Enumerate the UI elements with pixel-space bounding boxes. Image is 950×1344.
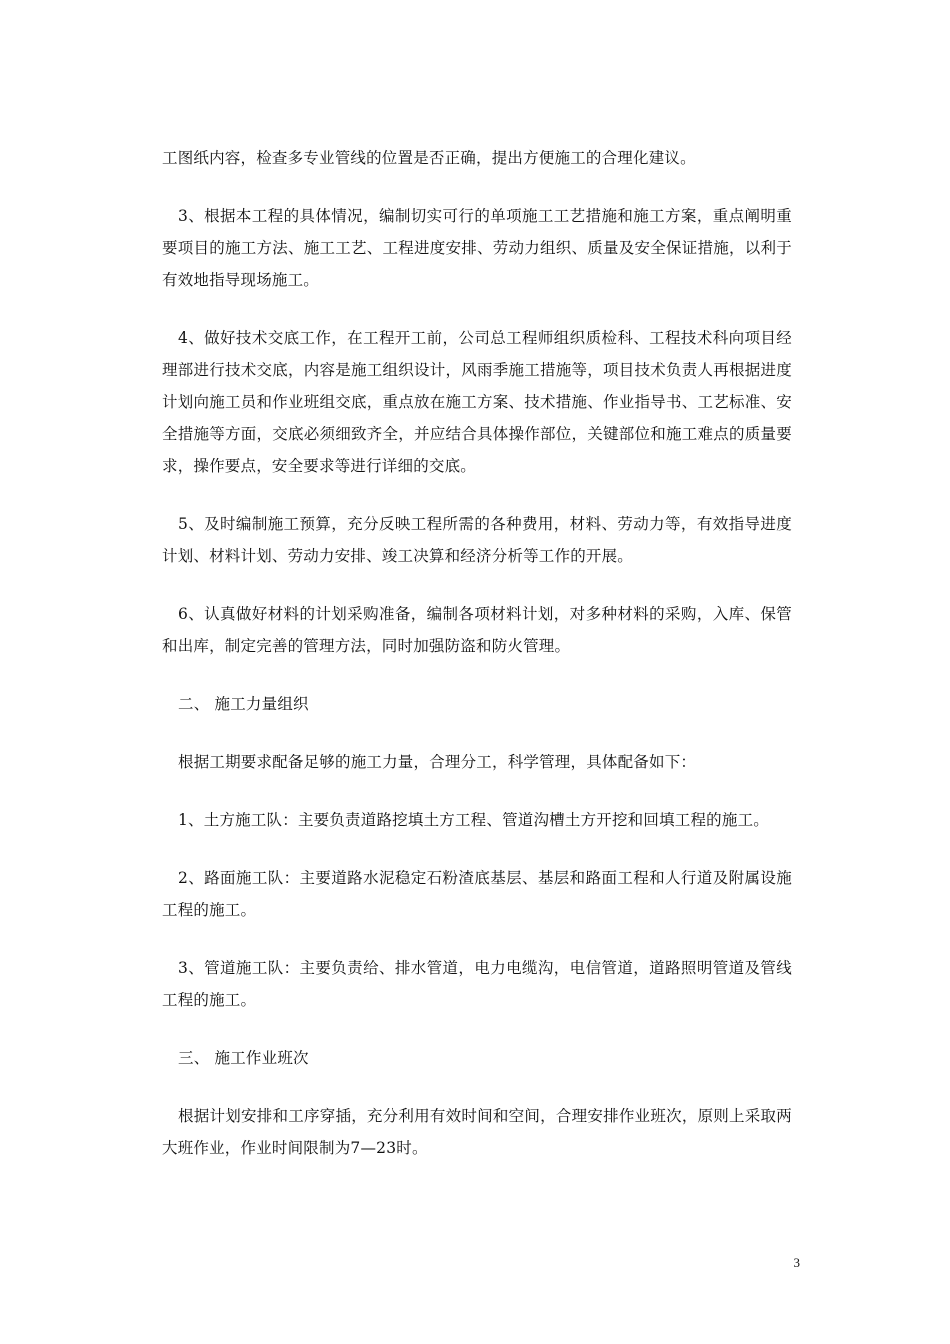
section-2-item-3: 3、管道施工队：主要负责给、排水管道，电力电缆沟，电信管道，道路照明管道及管线工程的施工。 — [162, 959, 792, 1009]
section-3-body: 根据计划安排和工序穿插，充分利用有效时间和空间，合理安排作业班次，原则上采取两大班作业，作业时间限制为7—23时。 — [162, 1107, 792, 1157]
section-heading-3: 三、 施工作业班次 — [178, 1049, 309, 1067]
paragraph-continuation: 工图纸内容，检查多专业管线的位置是否正确，提出方便施工的合理化建议。 — [162, 149, 696, 167]
paragraph-item-4: 4、做好技术交底工作，在工程开工前，公司总工程师组织质检科、工程技术科向项目经理部进行技术交底，内容是施工组织设计，风雨季施工措施等，项目技术负责人再根据进度计划向施工员和作业班组交底，重点放在施工方案、技术措施、作业指导书、工艺标准、安全措施等方面，交底必须细致齐全，并应结合具体操作部位，关键部位和施工难点的质量要求，操作要点，安全要求等进行详细的交底。 — [162, 329, 792, 475]
section-2-item-2: 2、路面施工队：主要道路水泥稳定石粉渣底基层、基层和路面工程和人行道及附属设施工程的施工。 — [162, 869, 792, 919]
section-heading-2: 二、 施工力量组织 — [178, 695, 309, 713]
paragraph-item-3: 3、根据本工程的具体情况，编制切实可行的单项施工工艺措施和施工方案，重点阐明重要项目的施工方法、施工工艺、工程进度安排、劳动力组织、质量及安全保证措施，以利于有效地指导现场施工。 — [162, 207, 792, 289]
paragraph-item-6: 6、认真做好材料的计划采购准备，编制各项材料计划，对多种材料的采购，入库、保管和出库，制定完善的管理方法，同时加强防盗和防火管理。 — [162, 605, 792, 655]
section-2-intro: 根据工期要求配备足够的施工力量，合理分工，科学管理，具体配备如下： — [178, 753, 697, 771]
page-number: 3 — [793, 1255, 800, 1270]
section-2-item-1: 1、土方施工队：主要负责道路挖填土方工程、管道沟槽土方开挖和回填工程的施工。 — [178, 811, 769, 829]
document-body — [162, 142, 792, 1190]
paragraph-item-5: 5、及时编制施工预算，充分反映工程所需的各种费用，材料、劳动力等，有效指导进度计划、材料计划、劳动力安排、竣工决算和经济分析等工作的开展。 — [162, 515, 792, 565]
